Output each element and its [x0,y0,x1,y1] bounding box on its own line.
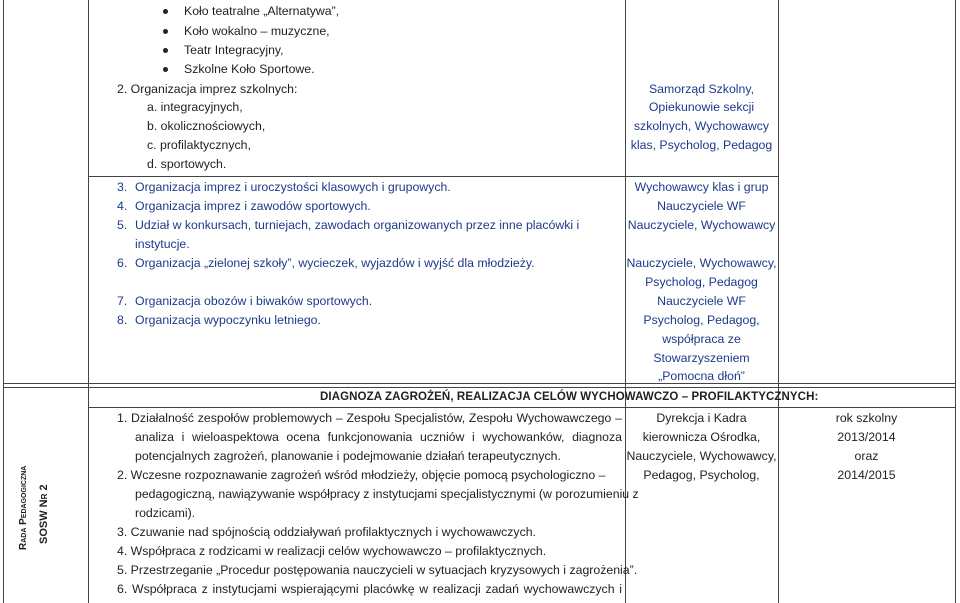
term-text: rok szkolny [835,411,898,425]
row-number: 6. [117,256,128,270]
responsible-text: Dyrekcja i Kadra [656,411,747,425]
row-number: 7. [117,294,128,308]
row-divider [88,176,778,177]
row-number: 3. [117,180,128,194]
section-divider [3,383,956,384]
section-divider [3,387,956,388]
row-text: rodzicami). [135,506,196,520]
bullet [163,29,168,34]
row-text: 5. Przestrzeganie „Procedur postępowania nauczycieli w sytuacjach kryzysowych i zagrożenia”. [117,563,638,577]
responsible-text: Opiekunowie sekcji [648,100,755,114]
row-text: potencjalnych zagrożeń, planowanie i podejmowanie działań terapeutycznych. [135,449,561,463]
sub-item: c. profilaktycznych, [147,138,251,152]
row-number: 5. [117,218,128,232]
row-text: 6. Współpraca z instytucjami wspierającymi placówkę w realizacji zadań wychowawczych i [117,582,622,596]
list-item: 2. Organizacja imprez szkolnych: [117,82,298,96]
row-text: 3. Czuwanie nad spójnością oddziaływań profilaktycznych i wychowawczych. [117,525,536,539]
bullet [163,9,168,14]
responsible-text: Nauczyciele, Wychowawcy, [626,449,777,463]
row-text: Organizacja obozów i biwaków sportowych. [135,294,373,308]
list-item: Koło teatralne „Alternatywa”, [184,4,340,18]
bullet [163,48,168,53]
row-text: 4. Współpraca z rodzicami w realizacji celów wychowawczo – profilaktycznych. [117,544,547,558]
row-number: 4. [117,199,128,213]
responsible-text: kierownicza Ośrodka, [642,430,761,444]
responsible-text: Nauczyciele WF [657,199,746,213]
responsible-text: współpraca ze [662,332,741,346]
list-item: Teatr Integracyjny, [184,43,284,57]
responsible-text: Nauczyciele, Wychowawcy, [626,256,777,270]
responsible-text: szkolnych, Wychowawcy [633,119,770,133]
row-text: Organizacja imprez i zawodów sportowych. [135,199,371,213]
table-border-left [3,0,4,603]
responsible-text: „Pomocna dłoń” [658,369,745,383]
responsible-text: Stowarzyszeniem [653,351,750,365]
responsible-text: Nauczyciele WF [657,294,746,308]
bullet [163,67,168,72]
list-item: Koło wokalno – muzyczne, [184,24,330,38]
responsible-text: Wychowawcy klas i grup [634,180,769,194]
responsible-text: Psycholog, Pedagog [645,275,758,289]
responsible-text: Psycholog, Pedagog, [643,313,760,327]
row-text: instytucje. [135,237,190,251]
side-label [18,440,58,550]
row-text: analiza i wieloaspektowa ocena funkcjonowania uczniów i wychowanków, diagnoza [135,430,622,444]
list-item: Szkolne Koło Sportowe. [184,62,315,76]
term-text: oraz [854,449,879,463]
responsible-text: Pedagog, Psycholog, [643,468,760,482]
responsible-text: Nauczyciele, Wychowawcy [627,218,776,232]
row-number: 8. [117,313,128,327]
row-text: Organizacja „zielonej szkoły”, wycieczek, wyjazdów i wyjść dla młodzieży. [135,256,535,270]
sub-item: a. integracyjnych, [147,100,243,114]
table-divider [778,0,779,603]
row-text: 2. Wczesne rozpoznawanie zagrożeń wśród młodzieży, objęcie pomocą psychologiczno – [117,468,606,482]
table-divider [88,0,89,603]
sub-item: d. sportowych. [147,157,227,171]
side-label-line1: Rada Pedagogiczna [18,465,29,550]
section-header: DIAGNOZA ZAGROŻEŃ, REALIZACJA CELÓW WYCHOWAWCZO – PROFILAKTYCZNYCH: [320,391,819,403]
row-text: 1. Działalność zespołów problemowych – Zespołu Specjalistów, Zespołu Wychowawczego – [117,411,622,425]
row-text: Organizacja wypoczynku letniego. [135,313,321,327]
side-label-line2: SOSW Nr 2 [38,484,50,544]
responsible-text: Samorząd Szkolny, [648,82,755,96]
term-text: 2013/2014 [837,430,896,444]
sub-item: b. okolicznościowych, [147,119,266,133]
row-text: Udział w konkursach, turniejach, zawodach organizowanych przez inne placówki i [135,218,580,232]
section-header-divider [88,407,956,408]
row-text: pedagogiczną, nawiązywanie współpracy z instytucjami specjalistycznymi (w porozumieniu z [135,487,639,501]
row-text: Organizacja imprez i uroczystości klasowych i grupowych. [135,180,451,194]
table-border-right [955,0,956,603]
term-text: 2014/2015 [837,468,896,482]
responsible-text: klas, Psycholog, Pedagog [630,138,773,152]
